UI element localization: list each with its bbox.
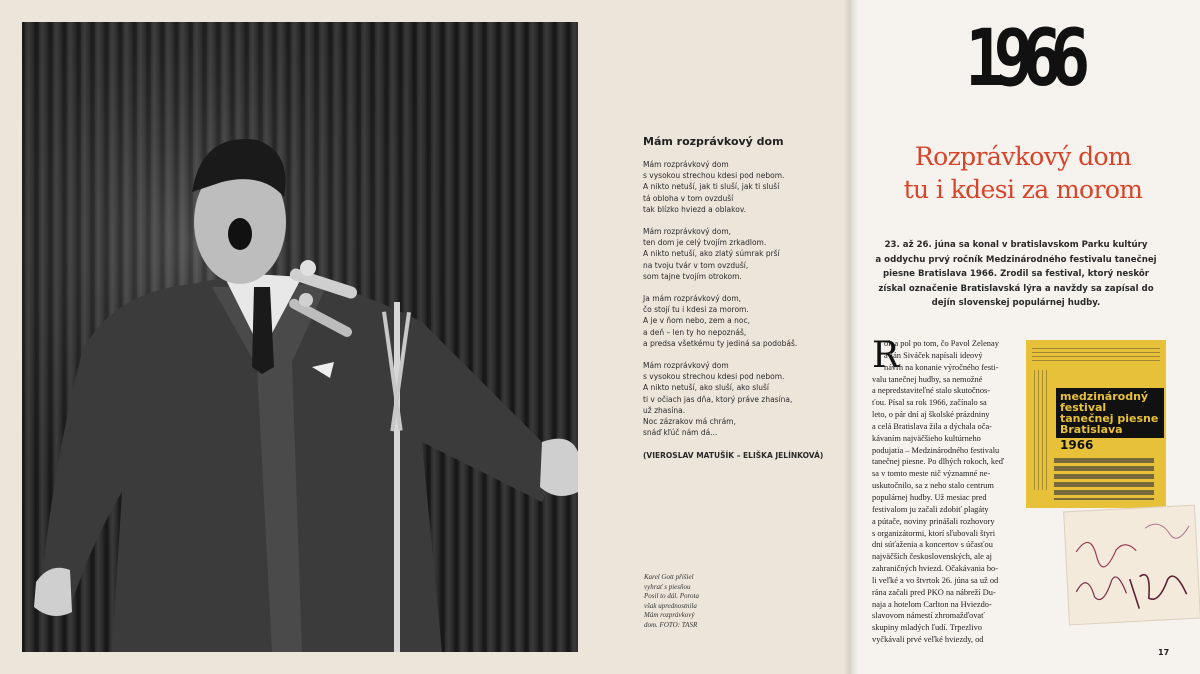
- lead-line: a oddychu prvý ročník Medzinárodného festivalu tanečnej: [875, 254, 1157, 265]
- body-line: kávaním najväčšieho kultúrneho: [872, 433, 981, 443]
- body-line: dni súťaženia a koncertov s účasťou: [872, 540, 993, 550]
- singer-photo-icon: [22, 22, 578, 652]
- caption-line: Posil to dál. Porota: [644, 592, 699, 601]
- body-line: ok a pol po tom, čo Pavol Zelenay: [884, 339, 999, 348]
- song-credit: (VIEROSLAV MATUŠÍK – ELIŠKA JELÍNKOVÁ): [643, 451, 824, 460]
- body-line: najväčších československých, ale aj: [872, 552, 992, 562]
- lead-line: získal označenie Bratislavská lýra a navždy sa zapísal do: [878, 283, 1154, 294]
- lyric-line: s vysokou strechou kdesi pod nebom.: [643, 171, 785, 181]
- body-line: ťou. Písal sa rok 1966, začínalo sa: [872, 398, 987, 408]
- body-line: li veľké a vo štvrtok 26. júna sa už od: [872, 575, 999, 585]
- lyrics-stanza: [643, 226, 843, 282]
- body-line: vyčkávali prvé veľké hviezdy, od: [872, 635, 984, 645]
- lyric-line: Noc zázrakov má chrám,: [643, 417, 736, 427]
- caption-line: vyhrať s piesňou: [644, 582, 691, 591]
- lyric-line: už zhasína.: [643, 405, 686, 415]
- body-line: leto, o pár dní aj školské prázdniny: [872, 410, 990, 420]
- lead-line: piesne Bratislava 1966. Zrodil sa festival, ktorý neskôr: [883, 269, 1149, 279]
- body-line: zahraničných hviezd. Očakávania bo-: [872, 564, 999, 574]
- signature-icon: [1064, 506, 1200, 625]
- body-line: festivalom ju začali zdobiť plagáty: [872, 504, 989, 514]
- caption-line: Mám rozprávkový: [644, 611, 695, 620]
- article-lead: [866, 238, 1166, 311]
- lyric-line: ten dom je celý tvojím zrkadlom.: [643, 238, 767, 248]
- body-line: rána začali pred PKO na nábreží Du-: [872, 587, 996, 597]
- lyric-line: som tajne tvojím otrokom.: [643, 271, 742, 281]
- body-line: uskutočnilo, sa z neho stalo centrum: [872, 481, 994, 491]
- body-line: podujatia – Medzinárodného festivalu: [872, 445, 1000, 455]
- lyric-line: s vysokou strechou kdesi pod nebom.: [643, 372, 785, 382]
- lyric-line: tak blízko hviezd a oblakov.: [643, 204, 747, 214]
- poster-header-text: [1032, 348, 1160, 362]
- body-line: a pútače, noviny prinášali rozhovory: [872, 516, 995, 526]
- singer-photo: [22, 22, 578, 652]
- body-line: a Ján Siváček napísali ideový: [884, 350, 983, 360]
- photo-caption: [644, 573, 724, 631]
- body-line: sa v tomto meste nič významné ne-: [872, 469, 991, 479]
- body-line: naja a hotelom Carlton na Hviezdo-: [872, 599, 992, 609]
- body-line: s organizátormi, ktorí sľubovali štyri: [872, 528, 996, 538]
- headline-line: Rozprávkový dom: [914, 142, 1132, 171]
- lead-line: dejín slovenskej populárnej hudby.: [931, 298, 1101, 308]
- body-line: a nepredstaviteľné stalo skutočnos-: [872, 386, 991, 396]
- lyric-line: tá obloha v tom ovzduší: [643, 193, 734, 203]
- lyric-line: snáď kľúč nám dá...: [643, 428, 718, 438]
- body-line: návrh na konanie výročného festi-: [884, 362, 999, 372]
- body-line: tanečnej piesne. Po dlhých rokoch, keď: [872, 457, 1005, 467]
- poster-side-text: [1034, 370, 1048, 490]
- lyrics-stanza: [643, 293, 843, 349]
- lyric-line: ti v očiach jas dňa, ktorý práve zhasína,: [643, 394, 793, 404]
- body-line: a celá Bratislava žila a dýchala oča-: [872, 421, 992, 431]
- drop-cap: R: [872, 335, 900, 376]
- lead-line: 23. až 26. júna sa konal v bratislavskom Parku kultúry: [884, 240, 1148, 250]
- article-body: [872, 335, 1022, 646]
- autograph-card: [1063, 505, 1200, 626]
- page-number: 17: [1158, 648, 1170, 657]
- lyric-line: a deň – len ty ho nepoznáš,: [643, 327, 747, 337]
- lyrics-stanza: [643, 159, 843, 215]
- lyric-line: A nikto netuší, jak ti sluší, jak ti sluší: [643, 182, 780, 192]
- lyric-line: Mám rozprávkový dom,: [643, 227, 732, 237]
- poster-title-line: tanečnej piesne: [1060, 412, 1159, 425]
- lyric-line: A nikto netuší, ako zlatý súmrak prší: [643, 249, 780, 259]
- body-line: populárnej hudby. Už mesiac pred: [872, 492, 987, 502]
- poster-title-line: Bratislava: [1060, 423, 1123, 436]
- poster-title-line: festival: [1060, 401, 1107, 414]
- lyric-line: A je v ňom nebo, zem a noc,: [643, 316, 751, 326]
- year-heading: 1966: [965, 14, 1079, 104]
- lyric-line: Mám rozprávkový dom: [643, 160, 729, 169]
- lyric-line: čo stojí tu i kdesi za morom.: [643, 305, 749, 315]
- poster-title: [1056, 388, 1164, 438]
- poster-program-list: [1054, 458, 1154, 500]
- body-line: skupiny mladých ľudí. Trpezlivo: [872, 623, 982, 633]
- lyrics-stanza: [643, 360, 843, 438]
- body-line: slavovom námestí zhromažďovať: [872, 611, 985, 621]
- lyric-line: Ja mám rozprávkový dom,: [643, 294, 742, 304]
- book-gutter: [843, 0, 859, 674]
- caption-line: dom. FOTO: TASR: [644, 620, 698, 629]
- lyric-line: A nikto netuší, ako sluší, ako sluší: [643, 383, 769, 393]
- poster-title-line: medzinárodný: [1060, 390, 1149, 403]
- song-lyrics: [643, 159, 843, 449]
- body-line: valu tanečnej hudby, sa nemožné: [872, 374, 983, 384]
- song-title: Mám rozprávkový dom: [643, 135, 784, 148]
- headline-line: tu i kdesi za morom: [903, 175, 1143, 204]
- article-headline: [873, 140, 1173, 206]
- lyric-line: Mám rozprávkový dom: [643, 361, 729, 371]
- caption-line: však uprednostnila: [644, 601, 697, 610]
- festival-poster: [1026, 340, 1166, 508]
- poster-year: 1966: [1060, 438, 1094, 452]
- caption-line: Karel Gott přišiel: [644, 573, 694, 581]
- lyric-line: na tvoju tvár v tom ovzduší,: [643, 260, 749, 270]
- lyric-line: a predsa všetkému ty jediná sa podobáš.: [643, 338, 798, 348]
